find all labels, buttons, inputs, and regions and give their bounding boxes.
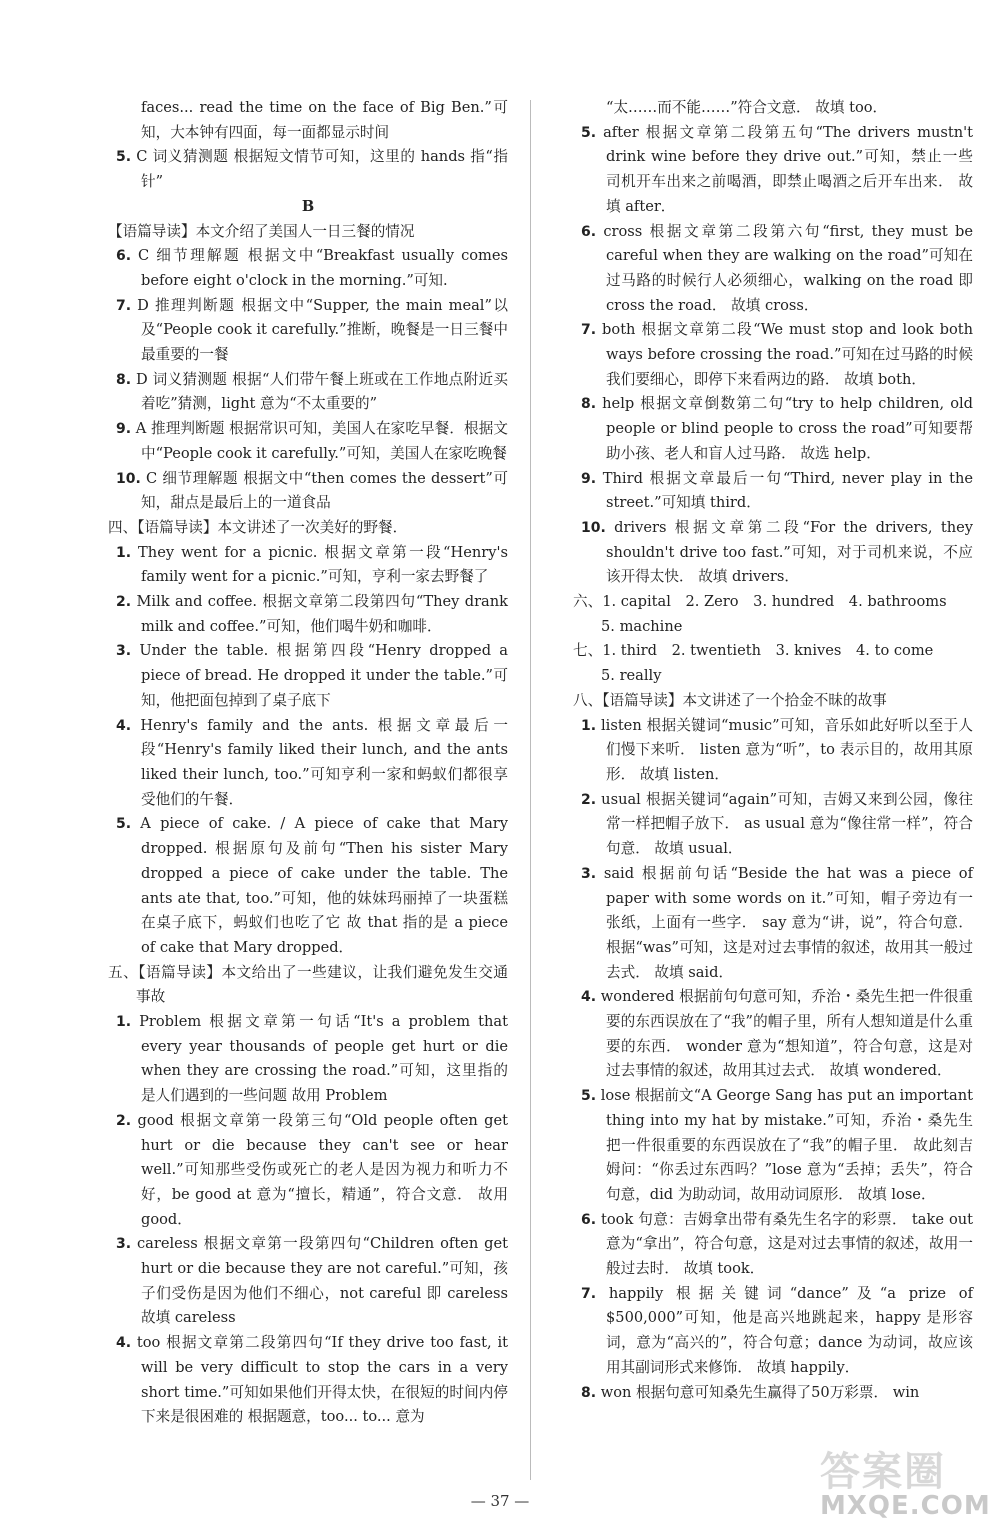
item-number: 2. [116, 594, 132, 611]
paragraph-text: listen 根据关键词“music”可知，音乐如此好听以至于人们慢下来听． listen 意为“听”，to 表示目的，故用其原形． 故填 listen． [596, 716, 973, 783]
item-number: 10. [581, 519, 606, 536]
right-paragraph [573, 664, 973, 689]
paragraph-text: Henry's family and the ants. 根据文章最后一段“Henry's family liked their lunch, and the ants liked their lunch, too.”可知亨利一家和蚂蚁们都很享受他们的午餐． [131, 716, 508, 808]
right-paragraph [573, 1282, 973, 1381]
left-paragraph [108, 590, 508, 639]
paragraph-text: 四、【语篇导读】本文讲述了一次美好的野餐． [108, 518, 408, 536]
right-paragraph [573, 392, 973, 466]
item-number: 6. [581, 1211, 597, 1228]
paragraph-text: good 根据文章第一段第三句“Old people often get hurt or die because they can't see or hear well.”可知那些受伤或死亡的老人是因为视力和听力不好，be good at 意为“擅长，精通”，符合文意． 故用 good． [131, 1111, 508, 1228]
watermark-text: 答案圈 [820, 1449, 946, 1495]
paragraph-text: won 根据句意可知桑先生赢得了50万彩票． win [596, 1383, 920, 1401]
right-paragraph [573, 467, 973, 516]
page-number: — 37 — [470, 1492, 530, 1510]
left-paragraph [108, 1331, 508, 1430]
right-paragraph [573, 220, 973, 319]
paragraph-text: drivers 根据文章第二段“For the drivers, they shouldn't drive too fast.”可知，对于司机来说，不应该开得太快． 故填 drivers． [605, 518, 973, 586]
right-paragraph [573, 689, 973, 714]
right-paragraph [573, 985, 973, 1084]
item-number: 5. [116, 816, 132, 833]
paragraph-text: lose 根据前文“A George Sang has put an important thing into my hat by mistake.”可知，乔治・桑先生把一件很重要的东西误放在了“我”的帽子里． 故此刻吉姆问：“你丢过东西吗？”lose 意为“丢掉；丢失”，符合句意，did 为助动词，故用动词原形． 故填 lose． [596, 1087, 973, 1203]
left-paragraph [108, 639, 508, 713]
paragraph-text: Under the table. 根据第四段“Henry dropped a piece of bread. He dropped it under the table.”可知，他把面包掉到了桌子底下 [131, 642, 508, 709]
item-number: 3. [116, 643, 132, 660]
left-paragraph [108, 195, 508, 220]
paragraph-text: Problem 根据文章第一句话“It's a problem that every year thousands of people get hurt or die when they are crossing the road.”可知，这里指的是人们遇到的一些问题 故用 Problem [131, 1013, 508, 1105]
paragraph-text: C 词义猜测题 根据短文情节可知，这里的 hands 指“指针” [131, 148, 508, 191]
left-paragraph [108, 1109, 508, 1233]
watermark-logo [820, 1440, 991, 1530]
paragraph-text: C 细节理解题 根据文中“Breakfast usually comes before eight o'clock in the morning.”可知. [131, 247, 508, 289]
item-number: 6. [581, 223, 597, 240]
item-number: 9. [581, 470, 597, 487]
right-paragraph [573, 1381, 973, 1406]
item-number: 8. [581, 1384, 597, 1401]
paragraph-text: 六、1. capital 2. Zero 3. hundred 4. bathrooms [573, 593, 947, 611]
right-paragraph [573, 639, 973, 664]
right-paragraph [573, 96, 973, 121]
item-number: 7. [581, 322, 597, 339]
paragraph-text: A 推理判断题 根据常识可知，美国人在家吃早餐．根据文中“People cook it carefully.”可知，美国人在家吃晚餐 [131, 420, 508, 462]
paragraph-text: 5. machine [601, 617, 683, 635]
watermark-url: MXQE.COM [820, 1491, 991, 1521]
item-number: 9. [116, 421, 132, 438]
right-paragraph [573, 862, 973, 986]
left-paragraph [108, 220, 508, 245]
left-paragraph [108, 145, 508, 194]
item-number: 4. [116, 1335, 132, 1352]
item-number: 5. [581, 124, 597, 141]
paragraph-text: Third 根据文章最后一句“Third, never play in the street.”可知填 third． [596, 469, 973, 512]
right-paragraph [573, 1084, 973, 1208]
item-number: 3. [581, 865, 597, 882]
paragraph-text: careless 根据文章第一段第四句“Children often get hurt or die because they are not careful.”可知，孩子们受伤是因为他们不细心，not careful 即 careless 故填 careless [131, 1235, 508, 1327]
item-number: 8. [581, 396, 597, 413]
paragraph-text: took 句意：吉姆拿出带有桑先生名字的彩票． take out 意为“拿出”，符合句意，这是对过去事情的叙述，故用一般过去时． 故填 took． [596, 1210, 973, 1278]
paragraph-text: usual 根据关键词“again”可知，吉姆又来到公园，像往常一样把帽子放下． as usual 意为“像往常一样”，符合句意． 故填 usual． [596, 790, 973, 858]
item-number: 5. [581, 1088, 597, 1105]
item-number: 3. [116, 1236, 132, 1253]
item-number: 7. [116, 297, 132, 314]
right-column [573, 96, 973, 1405]
right-paragraph [573, 1208, 973, 1282]
left-paragraph [108, 417, 508, 466]
item-number: 10. [116, 470, 141, 487]
right-paragraph [573, 615, 973, 640]
paragraph-text: A piece of cake. / A piece of cake that Mary dropped. 根据原句及前句“Then his sister Mary dropped a piece of cake under the table. The ants ate that, too.”可知，他的妹妹玛丽掉了一块蛋糕在桌子底下，蚂蚁们也吃了它 故 that 指的是 a piece of cake that Mary dropped． [131, 815, 508, 956]
paragraph-text: They went for a picnic. 根据文章第一段“Henry's family went for a picnic.”可知，亨利一家去野餐了 [131, 543, 508, 586]
paragraph-text: after 根据文章第二段第五句“The drivers mustn't drink wine before they drive out.”可知，禁止一些司机开车出来之前喝酒，即禁止喝酒之后开车出来． 故填 after． [596, 123, 973, 215]
item-number: 5. [116, 149, 132, 166]
right-paragraph [573, 788, 973, 862]
paragraph-text: cross 根据文章第二段第六句“first, they must be careful when they are walking on the road”可知在过马路的时候行人必须细心，walking on the road 即 cross the road． 故填 cross． [596, 222, 973, 314]
left-paragraph [108, 541, 508, 590]
item-number: 6. [116, 248, 132, 265]
left-paragraph [108, 244, 508, 293]
column-divider [530, 100, 531, 1480]
paragraph-text: D 推理判断题 根据文中“Supper, the main meal”以及“People cook it carefully.”推断，晚餐是一日三餐中最重要的一餐 [131, 296, 508, 364]
paragraph-text: happily 根据关键词“dance”及“a prize of $500,000”可知，他是高兴地跳起来，happy 是形容词，意为“高兴的”，符合句意；dance 为动词，故应该用其副词形式来修饰． 故填 happily． [596, 1284, 973, 1376]
paragraph-text: too 根据文章第二段第四句“If they drive too fast, it will be very difficult to stop the cars in a very short time.”可知如果他们开得太快，在很短的时间内停下来是很困难的 根据题意，too... to... 意为 [131, 1334, 508, 1426]
right-paragraph [573, 121, 973, 220]
left-paragraph [108, 812, 508, 960]
paragraph-text: 5. really [601, 667, 662, 685]
left-paragraph [108, 1232, 508, 1331]
paragraph-text: “太……而不能……”符合文意． 故填 too． [606, 99, 888, 116]
paragraph-text: D 词义猜测题 根据“人们带午餐上班或在工作地点附近买着吃”猜测，light 意为“不太重要的” [131, 370, 508, 413]
item-number: 1. [116, 1014, 132, 1031]
item-number: 2. [116, 1112, 132, 1129]
item-number: 1. [116, 544, 132, 561]
left-paragraph [108, 96, 508, 145]
paragraph-text: B [301, 197, 315, 215]
paragraph-text: help 根据文章倒数第二句“try to help children, old people or blind people to cross the road”可知要帮助小孩、老人和盲人过马路． 故选 help． [596, 395, 973, 462]
paragraph-text: Milk and coffee. 根据文章第二段第四句“They drank milk and coffee.”可知，他们喝牛奶和咖啡． [131, 593, 508, 635]
paragraph-text: 八、【语篇导读】本文讲述了一个拾金不昧的故事 [573, 691, 887, 709]
paragraph-text: both 根据文章第二段“We must stop and look both ways before crossing the road.”可知在过马路的时候我们要细心，即停下来看两边的路． 故填 both． [596, 321, 973, 388]
right-paragraph [573, 714, 973, 788]
right-paragraph [573, 590, 973, 615]
left-paragraph [108, 467, 508, 516]
left-paragraph [108, 961, 508, 1010]
left-paragraph [108, 294, 508, 368]
paragraph-text: 【语篇导读】本文介绍了美国人一日三餐的情况 [108, 222, 415, 240]
paragraph-text: 七、1. third 2. twentieth 3. knives 4. to come [573, 642, 934, 660]
item-number: 4. [581, 989, 597, 1006]
right-paragraph [573, 516, 973, 590]
paragraph-text: wondered 根据前句句意可知，乔治・桑先生把一件很重要的东西误放在了“我”的帽子里，所有人想知道是什么重要的东西． wonder 意为“想知道”，符合句意，这是对过去事情的叙述，故用其过去式． 故填 wondered． [596, 988, 973, 1080]
left-paragraph [108, 714, 508, 813]
left-column [108, 96, 508, 1430]
left-paragraph [108, 516, 508, 541]
left-paragraph [108, 368, 508, 417]
item-number: 2. [581, 791, 597, 808]
right-paragraph [573, 318, 973, 392]
item-number: 8. [116, 371, 132, 388]
item-number: 4. [116, 717, 132, 734]
paragraph-text: said 根据前句话“Beside the hat was a piece of paper with some words on it.”可知，帽子旁边有一张纸，上面有一些字． say 意为“讲，说”，符合句意． 根据“was”可知，这是对过去事情的叙述，故用其一般过去式． 故填 said． [596, 864, 973, 981]
paragraph-text: 五、【语篇导读】本文给出了一些建议，让我们避免发生交通事故 [108, 963, 508, 1006]
paragraph-text: C 细节理解题 根据文中“then comes the dessert”可知，甜点是最后上的一道食品 [140, 469, 508, 512]
item-number: 7. [581, 1285, 597, 1302]
paragraph-text: faces... read the time on the face of Big Ben.”可知，大本钟有四面，每一面都显示时间 [141, 99, 508, 141]
left-paragraph [108, 1010, 508, 1109]
item-number: 1. [581, 717, 597, 734]
